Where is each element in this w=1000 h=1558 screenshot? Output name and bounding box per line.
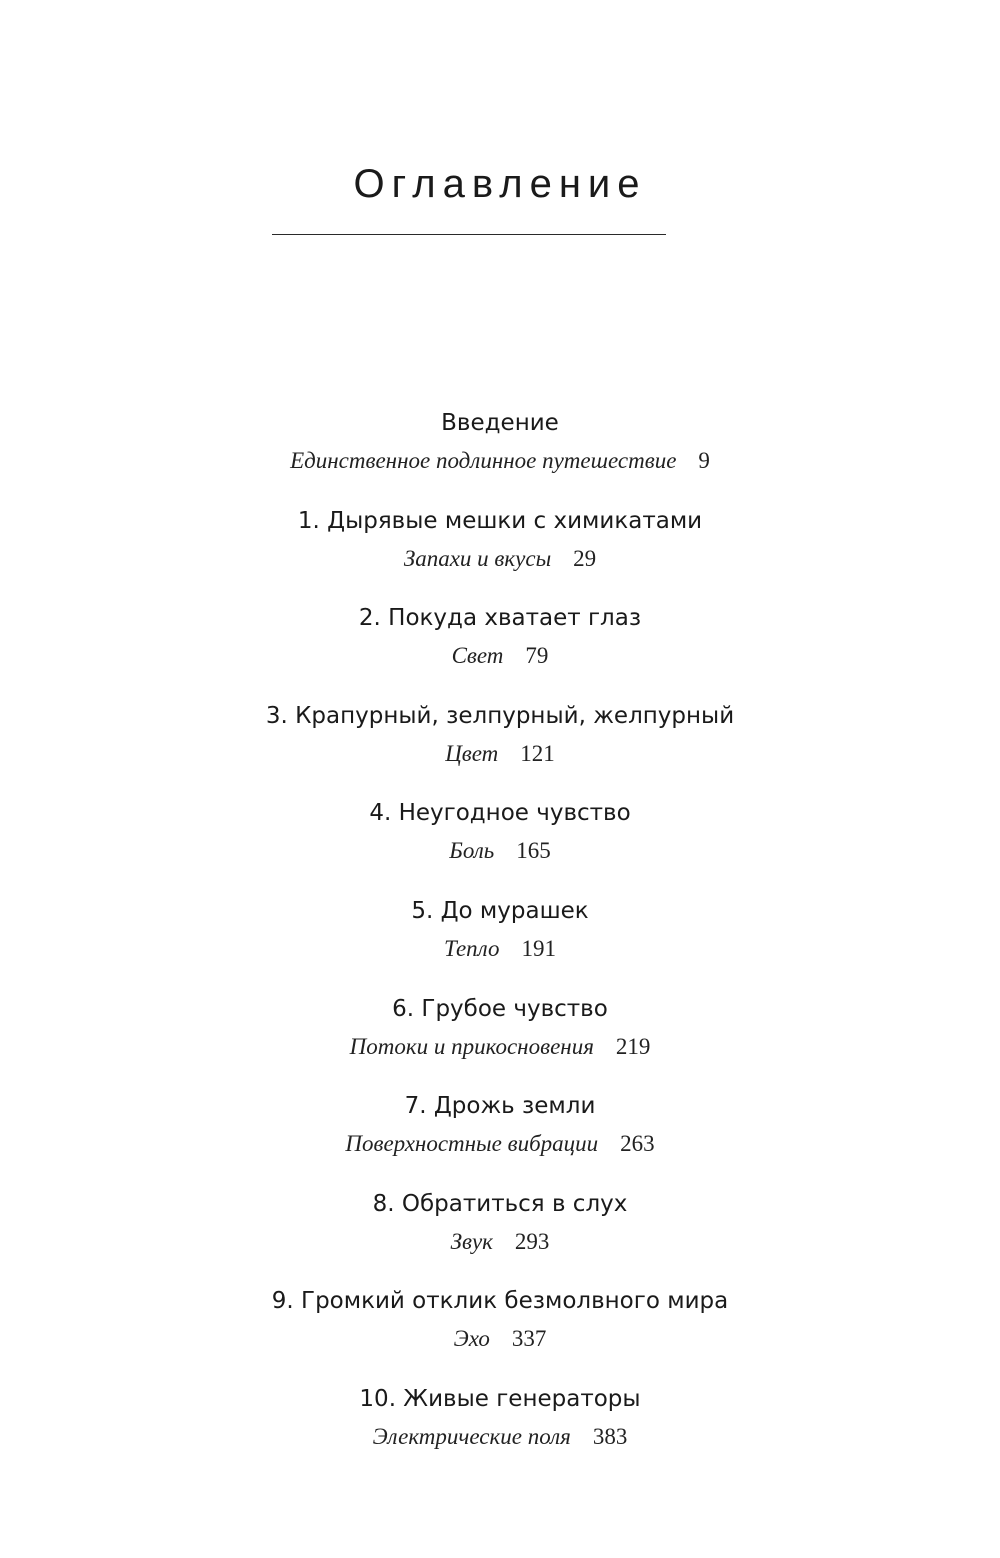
chapter-title: 7. Дрожь земли [404,1093,596,1120]
table-of-contents [0,405,1000,1479]
toc-entry-chapter-2[interactable] [0,600,1000,698]
chapter-title: 5. До мурашек [411,897,589,924]
chapter-subtitle-line [0,831,1000,871]
chapter-subtitle: Запахи и вкусы [403,545,552,571]
chapter-subtitle-line [0,1027,1000,1067]
title-divider [272,234,666,235]
chapter-title: 4. Неугодное чувство [369,800,631,827]
chapter-title: 6. Грубое чувство [392,995,608,1022]
page-number: 165 [516,838,551,864]
chapter-subtitle: Поверхностные вибрации [345,1131,599,1157]
toc-entry-chapter-3[interactable] [0,698,1000,796]
chapter-subtitle: Цвет [445,740,499,766]
page-number: 263 [620,1131,655,1157]
chapter-subtitle-line [0,1222,1000,1262]
page-number: 191 [521,935,556,961]
chapter-subtitle-line [0,1319,1000,1359]
page-number: 219 [615,1033,651,1059]
chapter-subtitle-line [0,1417,1000,1457]
chapter-subtitle: Тепло [444,935,500,961]
chapter-subtitle: Боль [449,838,495,864]
chapter-subtitle-line [0,636,1000,676]
toc-entry-chapter-7[interactable] [0,1088,1000,1186]
toc-entry-chapter-10[interactable] [0,1381,1000,1479]
toc-entry-chapter-1[interactable] [0,503,1000,601]
page-number: 9 [698,448,710,473]
toc-entry-chapter-8[interactable] [0,1186,1000,1284]
page-number: 383 [592,1423,628,1449]
page-number: 293 [514,1228,550,1254]
page-number: 337 [511,1326,547,1352]
chapter-subtitle: Электрические поля [372,1423,571,1449]
page-number: 121 [520,740,555,766]
chapter-subtitle-line [0,929,1000,969]
toc-entry-introduction[interactable] [0,405,1000,503]
chapter-subtitle-line [0,734,1000,774]
page-number: 29 [573,545,597,571]
toc-entry-chapter-4[interactable] [0,795,1000,893]
toc-entry-chapter-9[interactable] [0,1283,1000,1381]
chapter-subtitle: Единственное подлинное путешествие [290,448,677,473]
chapter-subtitle: Эхо [453,1326,490,1352]
chapter-subtitle: Свет [451,643,504,669]
chapter-title: 9. Громкий отклик безмолвного мира [271,1288,729,1315]
chapter-subtitle: Звук [450,1228,493,1254]
toc-entry-chapter-5[interactable] [0,893,1000,991]
chapter-subtitle-line [0,441,1000,481]
chapter-subtitle-line [0,539,1000,579]
chapter-subtitle-line [0,1124,1000,1164]
chapter-subtitle: Потоки и прикосновения [349,1033,594,1059]
chapter-title: 3. Крапурный, зелпурный, желпурный [265,702,735,729]
chapter-title: 10. Живые генераторы [359,1385,641,1412]
chapter-title: Введение [441,410,559,436]
page-number: 79 [525,643,549,669]
chapter-title: 8. Обратиться в слух [372,1190,628,1217]
page-title: Оглавление [353,162,647,206]
chapter-title: 1. Дырявые мешки с химикатами [297,507,703,534]
toc-entry-chapter-6[interactable] [0,991,1000,1089]
chapter-title: 2. Покуда хватает глаз [358,605,642,632]
